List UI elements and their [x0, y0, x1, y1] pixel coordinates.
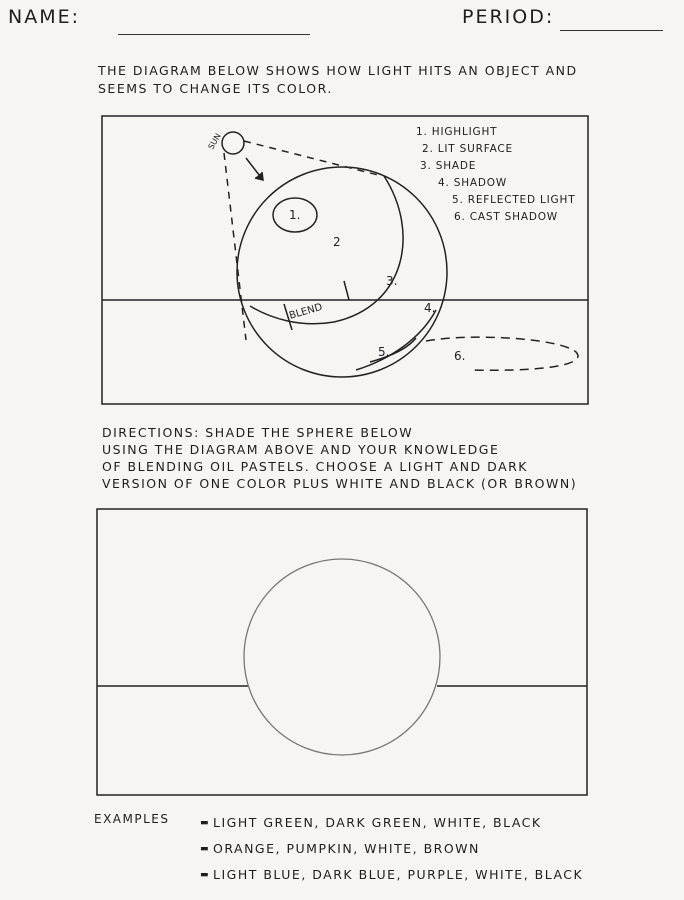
intro-text: THE DIAGRAM BELOW SHOWS HOW LIGHT HITS AN OBJECT AND SEEMS TO CHANGE ITS COLOR. [98, 63, 578, 96]
name-label: NAME: [8, 6, 81, 28]
practice-frame [97, 509, 587, 795]
examples-label: EXAMPLES [94, 812, 170, 826]
reflected-light-band [356, 310, 436, 370]
shade-line [250, 176, 403, 324]
directions-line: OF BLENDING OIL PASTELS. CHOOSE A LIGHT AND DARK [102, 459, 528, 474]
legend-item: 4. SHADOW [438, 177, 508, 189]
cast-shadow [426, 337, 578, 370]
period-label: PERIOD: [462, 6, 555, 28]
example-item: ▬ ORANGE, PUMPKIN, WHITE, BROWN [200, 841, 583, 867]
marker-2: 2 [333, 235, 341, 249]
marker-3: 3. [386, 274, 398, 288]
directions-line: USING THE DIAGRAM ABOVE AND YOUR KNOWLEDGE [102, 442, 500, 457]
practice-sphere [244, 559, 440, 755]
examples-list [200, 815, 583, 893]
example-item: ▬ LIGHT BLUE, DARK BLUE, PURPLE, WHITE, BLACK [200, 867, 583, 893]
blend-label: BLEND [288, 301, 324, 322]
marker-4: 4. [424, 301, 436, 315]
marker-1: 1. [289, 208, 301, 222]
legend-item: 5. REFLECTED LIGHT [452, 194, 576, 206]
example-item: ▬ LIGHT GREEN, DARK GREEN, WHITE, BLACK [200, 815, 583, 841]
directions-line: VERSION OF ONE COLOR PLUS WHITE AND BLACK (OR BROWN) [102, 476, 578, 491]
marker-6: 6. [454, 349, 466, 363]
legend-item: 3. SHADE [420, 160, 477, 172]
light-ray-left [224, 153, 246, 340]
legend-item: 6. CAST SHADOW [454, 211, 558, 223]
sun-label: SUN [206, 131, 223, 151]
directions [102, 424, 662, 492]
marker-5: 5. [378, 345, 390, 359]
sun-circle [222, 132, 244, 154]
directions-line: DIRECTIONS: SHADE THE SPHERE BELOW [102, 425, 414, 440]
legend-list [416, 124, 575, 226]
legend-item: 1. HIGHLIGHT [416, 126, 498, 138]
legend-item: 2. LIT SURFACE [422, 143, 513, 155]
